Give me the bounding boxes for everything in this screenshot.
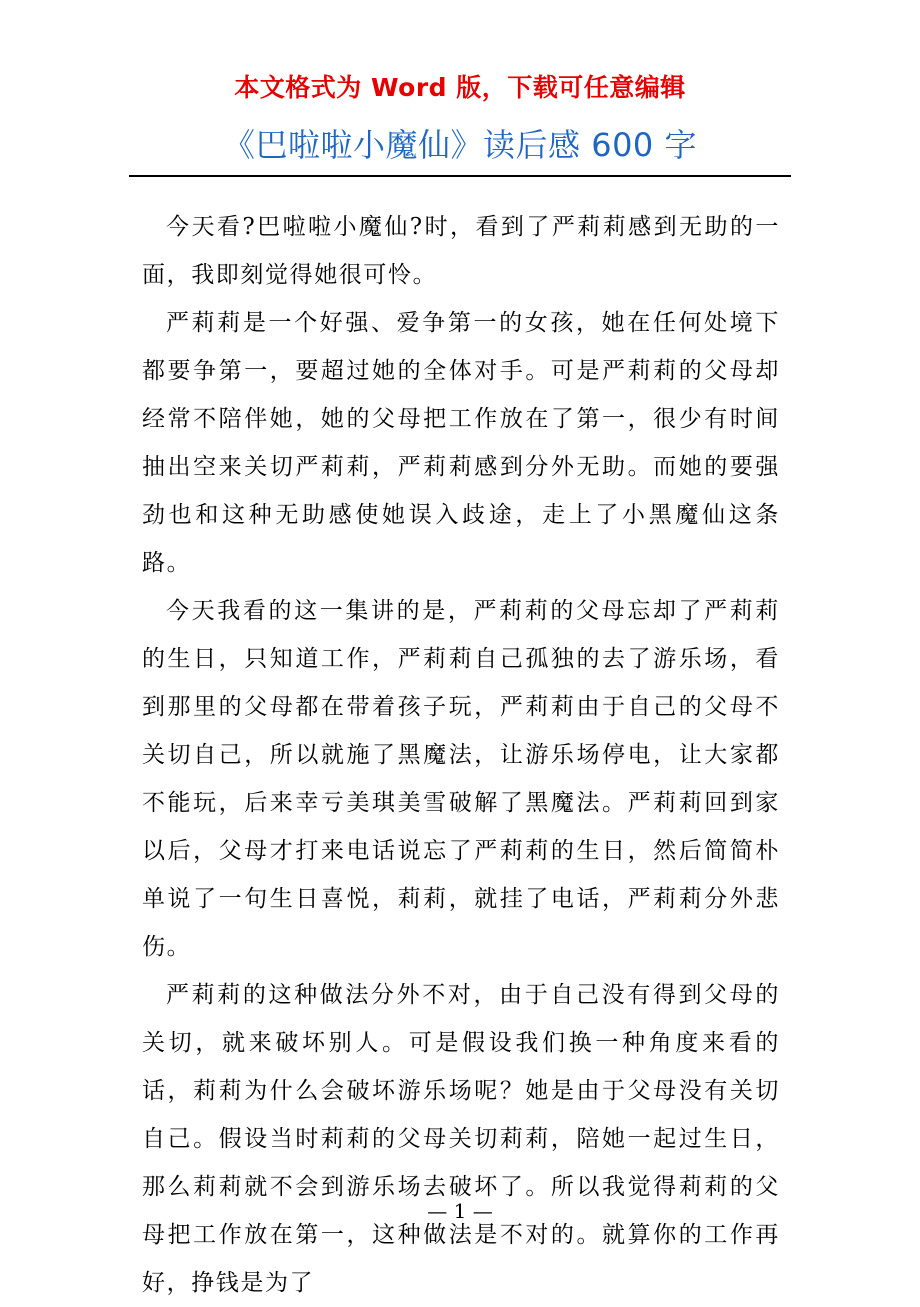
paragraph-4: 严莉莉的这种做法分外不对，由于自己没有得到父母的关切，就来破坏别人。可是假设我们换一种角度来看的话，莉莉为什么会破坏游乐场呢？她是由于父母没有关切自己。假设当时莉莉的父母关切莉莉，陪她一起过生日，那么莉莉就不会到游乐场去破坏了。所以我觉得莉莉的父母把工作放在第一，这种做法是不对的。就算你的工作再好，挣钱是为了 (142, 982, 780, 1296)
header-divider (129, 175, 791, 177)
paragraph-1: 今天看?巴啦啦小魔仙?时，看到了严莉莉感到无助的一面，我即刻觉得她很可怜。 (142, 214, 780, 288)
paragraph-2: 严莉莉是一个好强、爱争第一的女孩，她在任何处境下都要争第一，要超过她的全体对手。可是严莉莉的父母却经常不陪伴她，她的父母把工作放在了第一，很少有时间抽出空来关切严莉莉，严莉莉感到分外无助。而她的要强劲也和这种无助感使她误入歧途，走上了小黑魔仙这条路。 (142, 310, 780, 576)
page-number: — 1 — (427, 1199, 493, 1223)
paragraph-3: 今天我看的这一集讲的是，严莉莉的父母忘却了严莉莉的生日，只知道工作，严莉莉自己孤独的去了游乐场，看到那里的父母都在带着孩子玩，严莉莉由于自己的父母不关切自己，所以就施了黑魔法，让游乐场停电，让大家都不能玩，后来幸亏美琪美雪破解了黑魔法。严莉莉回到家以后，父母才打来电话说忘了严莉莉的生日，然后简简朴单说了一句生日喜悦，莉莉，就挂了电话，严莉莉分外悲伤。 (142, 598, 780, 960)
document-title: 《巴啦啦小魔仙》读后感 600 字 (223, 126, 697, 164)
format-notice: 本文格式为 Word 版，下载可任意编辑 (234, 73, 686, 102)
article-body (142, 203, 780, 1307)
